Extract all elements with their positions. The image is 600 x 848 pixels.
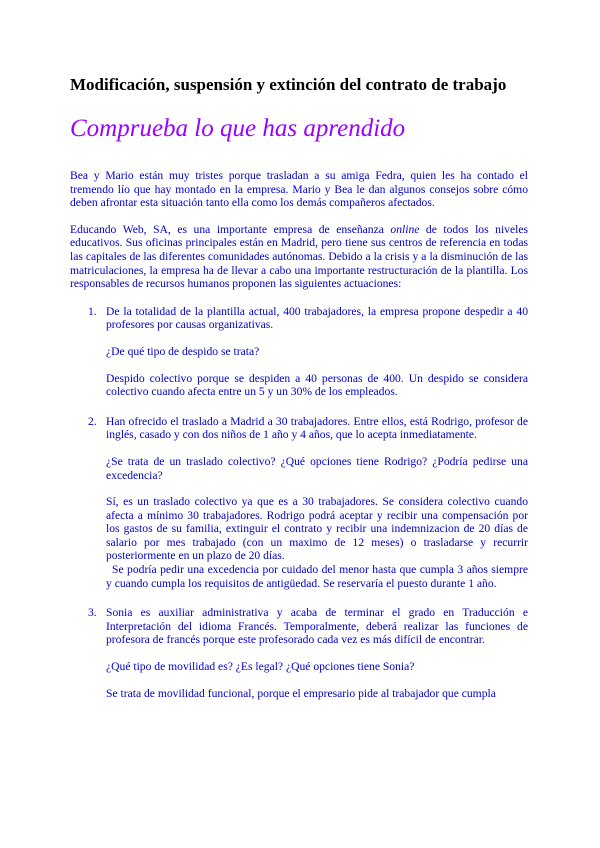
question-answer-extra: Se podría pedir una excedencia por cuidado del menor hasta que cumpla 3 años siempre y cuando cumpla los requisitos de antigüedad. Se reservaría el puesto durante 1 año.	[106, 563, 528, 590]
question-item	[70, 305, 528, 399]
question-statement: Han ofrecido el traslado a Madrid a 30 trabajadores. Entre ellos, está Rodrigo, profesor de inglés, casado y con dos niños de 1 año y 4 años, que lo acepta inmediatamente.	[106, 414, 528, 442]
question-statement: Sonia es auxiliar administrativa y acaba de terminar el grado en Traducción e Interpretación del idioma Francés. Temporalmente, deberá realizar las funciones de profesora de francés porque este profesorado cada vez es más difícil de encontrar.	[106, 606, 528, 647]
company-text-start: Educando Web, SA, es una importante empresa de enseñanza	[70, 222, 391, 236]
online-emphasis: online	[390, 222, 420, 236]
intro-paragraph: Bea y Mario están muy tristes porque trasladan a su amiga Fedra, quien les ha contado el tremendo lío que hay montado en la empresa. Mario y Bea le dan algunos consejos sobre cómo deben afrontar esta situación tanto ella como los demás compañeros afectados.	[70, 169, 528, 210]
question-prompt: ¿De qué tipo de despido se trata?	[106, 344, 260, 358]
question-statement: De la totalidad de la plantilla actual, 400 trabajadores, la empresa propone despedir a 40 profesores por causas organizativas.	[106, 304, 528, 332]
document-page	[70, 74, 528, 716]
question-item	[70, 415, 528, 591]
question-number: 3.	[88, 606, 97, 620]
question-number: 2.	[88, 414, 97, 428]
question-answer: Despido colectivo porque se despiden a 40 personas de 400. Un despido se considera colectivo cuando afecta entre un 5 y un 30% de los empleados.	[106, 371, 528, 399]
question-prompt: ¿Qué tipo de movilidad es? ¿Es legal? ¿Qué opciones tiene Sonia?	[106, 660, 415, 674]
section-title: Comprueba lo que has aprendido	[70, 115, 406, 142]
questions-list	[70, 305, 528, 700]
question-item	[70, 606, 528, 700]
company-text-end: de todos los niveles educativos. Sus oficinas principales están en Madrid, pero tiene sus centros de referencia en todas las capitales de las diferentes comunidades autónomas. Debido a la crisis y a la disminución de las matriculaciones, la empresa ha de llevar a cabo una importante restructuración de la plantilla. Los responsables de recursos humanos proponen las siguientes actuaciones:	[70, 222, 528, 291]
question-answer: Se trata de movilidad funcional, porque el empresario pide al trabajador que cumpla	[106, 686, 496, 700]
question-answer: Sí, es un traslado colectivo ya que es a 30 trabajadores. Se considera colectivo cuando afecta a mínimo 30 trabajadores. Rodrigo podrá aceptar y recibir una compensación por los gastos de su familia, extinguir el contrato y recibir una indemnizacion de 20 días de salario por mes trabajado (con un maximo de 12 meses) o trasladarse y recurrir posteriormente en un plazo de 20 días.	[106, 495, 528, 563]
document-title: Modificación, suspensión y extinción del contrato de trabajo	[70, 75, 507, 94]
question-prompt: ¿Se trata de un traslado colectivo? ¿Qué opciones tiene Rodrigo? ¿Podría pedirse una excedencia?	[106, 454, 528, 482]
company-paragraph	[70, 223, 528, 291]
question-number: 1.	[88, 304, 97, 318]
